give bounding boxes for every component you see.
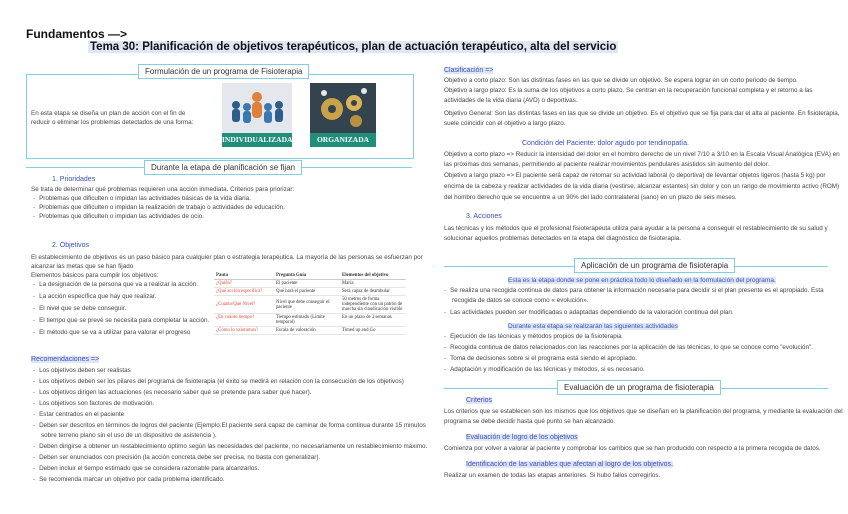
table-cell: María — [340, 280, 406, 288]
table-header: Pregunta Guía — [274, 272, 340, 280]
priority-item: - Problemas que dificulten o impidan las actividades de ocio. — [33, 213, 204, 222]
objectives-table — [214, 272, 406, 335]
recommendation-item: - Se recomienda marcar un objetivo por cada problema identificado. — [33, 476, 225, 485]
criteria-line: programa se debe decidir hasta qué punto se han alcanzado. — [444, 418, 616, 425]
planning-box-title: Durante la etapa de planificación se fijan — [144, 160, 302, 175]
application-sub1: Esta es la etapa donde se pone en práctica todo lo diseñado en la formulación del programa. — [508, 277, 776, 284]
activity-item: - Ejecución de las técnicas y métodos propios de la fisioterapia — [444, 333, 622, 342]
recommendation-item: - Los objetivos son factores de motivación. — [33, 400, 154, 409]
condition-line: las próximas dos semanas, permitiendo al paciente realizar movimientos pendulares asistidos sin aumento del dolor. — [444, 161, 770, 168]
variables-heading: Identificación de las variables que afectan al logro de los objetivos. — [466, 461, 674, 468]
priority-item: - Problemas que dificulten o impidan las actividades básicas de la vida diaria. — [33, 195, 251, 204]
table-cell: Timed up and Go — [340, 327, 406, 335]
objectives-intro-1: El establecimiento de objetivos es un paso básico para cualquier plan o estrategia terapéutica. La mayoría de las personas se esfuerzan por — [31, 254, 423, 261]
recommendations-heading: Recomendaciones => — [31, 356, 100, 363]
table-cell: Escala de valoración — [274, 327, 340, 335]
recommendation-item: - Deben incluir el tiempo estimado que se considera razonable para alcanzarlos. — [33, 465, 259, 474]
activity-item: - Recogida continua de datos relacionados con las reacciones por la aplicación de las técnicas, lo que se conoce como "evolución". — [444, 344, 813, 353]
objectives-heading: 2. Objetivos — [52, 242, 89, 249]
formulation-text-1: En esta etapa se diseña un plan de acción con el fin de — [31, 110, 186, 117]
recommendation-item: - Los objetivos deben ser los pilares del programa de fisioterapia (el éxito se medirá en relación con la consecución de los objetivos) — [33, 378, 404, 387]
classification-line: Objetivo a largo plazo: Es la suma de los objetivos a corto plazo. Se centran en la recuperación funcional completa y el retorno a las — [444, 87, 813, 94]
recommendation-item: - Estar centrados en el paciente — [33, 411, 124, 420]
table-cell: ¿En cuánto tiempo? — [214, 314, 274, 327]
table-cell: Tiempo estimado (Límite temporal) — [274, 314, 340, 327]
table-header: Pauta — [214, 272, 274, 280]
classification-heading: Clasificación => — [444, 67, 494, 74]
condition-line: Objetivo a corto plazo => Reducir la intensidad del dolor en el hombro derecho de un nivel 7/10 a 3/10 en la Escala Visual Analógica (EVA) en — [444, 151, 840, 158]
activity-item: - Adaptación y modificación de las técnicas y métodos, si es necesario. — [444, 366, 645, 375]
condition-line: del hombro derecho que se encuentre a un 90% del lado contralateral (sano) en un plazo de seis meses. — [444, 194, 737, 201]
objective-element: - La acción específica que hay que realizar. — [33, 293, 156, 302]
table-cell: El paciente — [274, 280, 340, 288]
objective-element: - El nivel que se debe conseguir. — [33, 305, 126, 314]
gears-icon — [310, 83, 376, 133]
application-item: - Las actividades pueden ser modificadas o adaptadas dependiendo de la valoración continua del plan. — [444, 309, 734, 318]
table-row — [214, 314, 406, 327]
table-row — [214, 280, 406, 288]
recommendation-item: - Los objetivos deben ser realistas — [33, 367, 131, 376]
criteria-heading: Criterios — [466, 397, 493, 404]
table-header-row — [214, 272, 406, 280]
evaluation-box-title: Evaluación de un programa de fisioterapia — [557, 380, 721, 395]
criteria-line: Los criterios que se establecen son los mismos que los objetivos que se diseñan en la planificación del programa, y mediante la evaluación del — [444, 408, 843, 415]
table-cell: Qué hará el paciente — [274, 288, 340, 296]
objective-element: - El método que se va a utilizar para valorar el progreso — [33, 329, 190, 338]
condition-heading: Condición del Paciente: dolor agudo por tendinopatía. — [522, 140, 689, 147]
individualized-label: INDIVIDUALIZADA — [222, 133, 292, 147]
table-cell: ¿Qué acción específica? — [214, 288, 274, 296]
priorities-intro: Se trata de determinar qué problemas requieren una acción inmediata. Criterios para priorizar: — [31, 186, 295, 193]
classification-line: Objetivo a corto plazo: Son las distintas fases en las que se divide un objetivo. Se espera lograr en un corto periodo de tiempo. — [444, 77, 798, 84]
formulation-text-2: reducir o eliminar los problemas detectados de una forma: — [31, 119, 194, 126]
priorities-heading: 1. Prioridades — [52, 176, 96, 183]
application-item: - Se realiza una recogida continua de datos para obtener la información necesaria para decidir si el plan presente es el apropiado. Esta — [444, 287, 824, 296]
table-row — [214, 296, 406, 314]
classification-line: Objetivo General: Son las distintas fases en las que se divide un objetivo. Es el objetivo que se fija para dar el alta al paciente. En fisioterapia, — [444, 110, 840, 117]
table-cell: Nivel que debe conseguir el paciente — [274, 296, 340, 314]
objective-element: - La designación de la persona que va a realizar la acción. — [33, 281, 198, 290]
recommendation-item: - Deben ser enunciados con precisión (la acción concreta debe ser precisa, no basta con generalizar). — [33, 454, 320, 463]
objectives-elements-label: Elementos básicos para cumplir los objetivos: — [31, 272, 159, 279]
achievement-line: Comienza por volver a valorar al paciente y comprobar los cambios que se han producido con respecto a la primera recogida de datos. — [444, 445, 821, 452]
classification-line: suele coincidir con el objetivo a largo plazo. — [444, 120, 566, 127]
variables-line: Realizar un examen de todas las etapas anteriores. Si hubo fallos corregirlos. — [444, 472, 661, 479]
recommendation-item: - Deben dirigirse a obtener un restablecimiento óptimo según las necesidades del paciente, no necesariamente un restablecimiento máximo. — [33, 443, 427, 452]
page-breadcrumb: Fundamentos —> — [26, 27, 128, 41]
application-item-cont: recogida de datos se conoce como « evolución». — [452, 297, 589, 304]
activity-item: - Toma de decisiones sobre si el programa está siendo el apropiado. — [444, 355, 637, 364]
recommendation-item: - Los objetivos dirigen las actuaciones (es necesario saber qué se pretende para saber qué hacer). — [33, 389, 311, 398]
table-cell: ¿Quién? — [214, 280, 274, 288]
organized-label: ORGANIZADA — [310, 133, 376, 147]
actions-heading: 3. Acciones — [466, 213, 502, 220]
people-figures-icon — [222, 83, 292, 133]
table-cell: En un plazo de 3 semanas — [340, 314, 406, 327]
application-box-title: Aplicación de un programa de fisioterapia — [574, 258, 735, 273]
actions-line: Las técnicas y los métodos que el profesional fisioterapeuta utiliza para ayudar a la persona a conseguir el restablecimiento de su salud y — [444, 225, 828, 232]
objectives-intro-2: alcanzar las metas que se han fijado — [31, 263, 134, 270]
priority-item: - Problemas que dificulten o impidan la realización de trabajo o actividades de educación. — [33, 204, 285, 213]
actions-line: solucionar aquellos problemas detectados en la etapa del diagnóstico de fisioterapia. — [444, 235, 681, 242]
objective-element: - El tiempo que se prevé se necesita para completar la acción. — [33, 317, 209, 326]
achievement-heading: Evaluación de logro de los objetivos — [466, 434, 578, 441]
classification-line: actividades de la vida diaria (AVD) o deportivas. — [444, 97, 578, 104]
table-header: Elementos del objetivo — [340, 272, 406, 280]
table-cell: ¿Cómo lo valoramos? — [214, 327, 274, 335]
page-title: Tema 30: Planificación de objetivos terapéuticos, plan de actuación terapéutico, alta del servicio — [90, 41, 617, 53]
individualized-figure — [222, 83, 292, 147]
condition-line: Objetivo a largo plazo => El paciente será capaz de retomar su actividad laboral (o deportiva) de levantar objetos ligeros (hasta 5 kg) por — [444, 172, 826, 179]
application-sub2: Durante esta etapa se realizarán las siguientes actividades — [508, 323, 678, 330]
formulation-box-title: Formulación de un programa de Fisioterapia — [138, 64, 309, 79]
table-cell: Será capaz de deambular — [340, 288, 406, 296]
table-row — [214, 327, 406, 335]
condition-line: encima de la cabeza y realizar actividades de la vida diaria (vestirse, alcanzar estantes) sin dolor y con un rango de movimiento activo (ROM) — [444, 183, 840, 190]
recommendation-item: - Deben ser descritos en términos de logros del paciente (Ejemplo:El paciente será capaz de caminar de forma continua durante 15 minutos — [33, 422, 426, 431]
recommendation-item-cont: sobre terreno plano sin el uso de un dispositivo de asistencia ). — [41, 432, 217, 439]
table-cell: 50 metros de forma independiente con un patrón de marcha sin claudicación visible — [340, 296, 406, 314]
organized-figure — [310, 83, 376, 147]
table-cell: ¿Cuánto/Qué Nivel? — [214, 296, 274, 314]
table-row — [214, 288, 406, 296]
